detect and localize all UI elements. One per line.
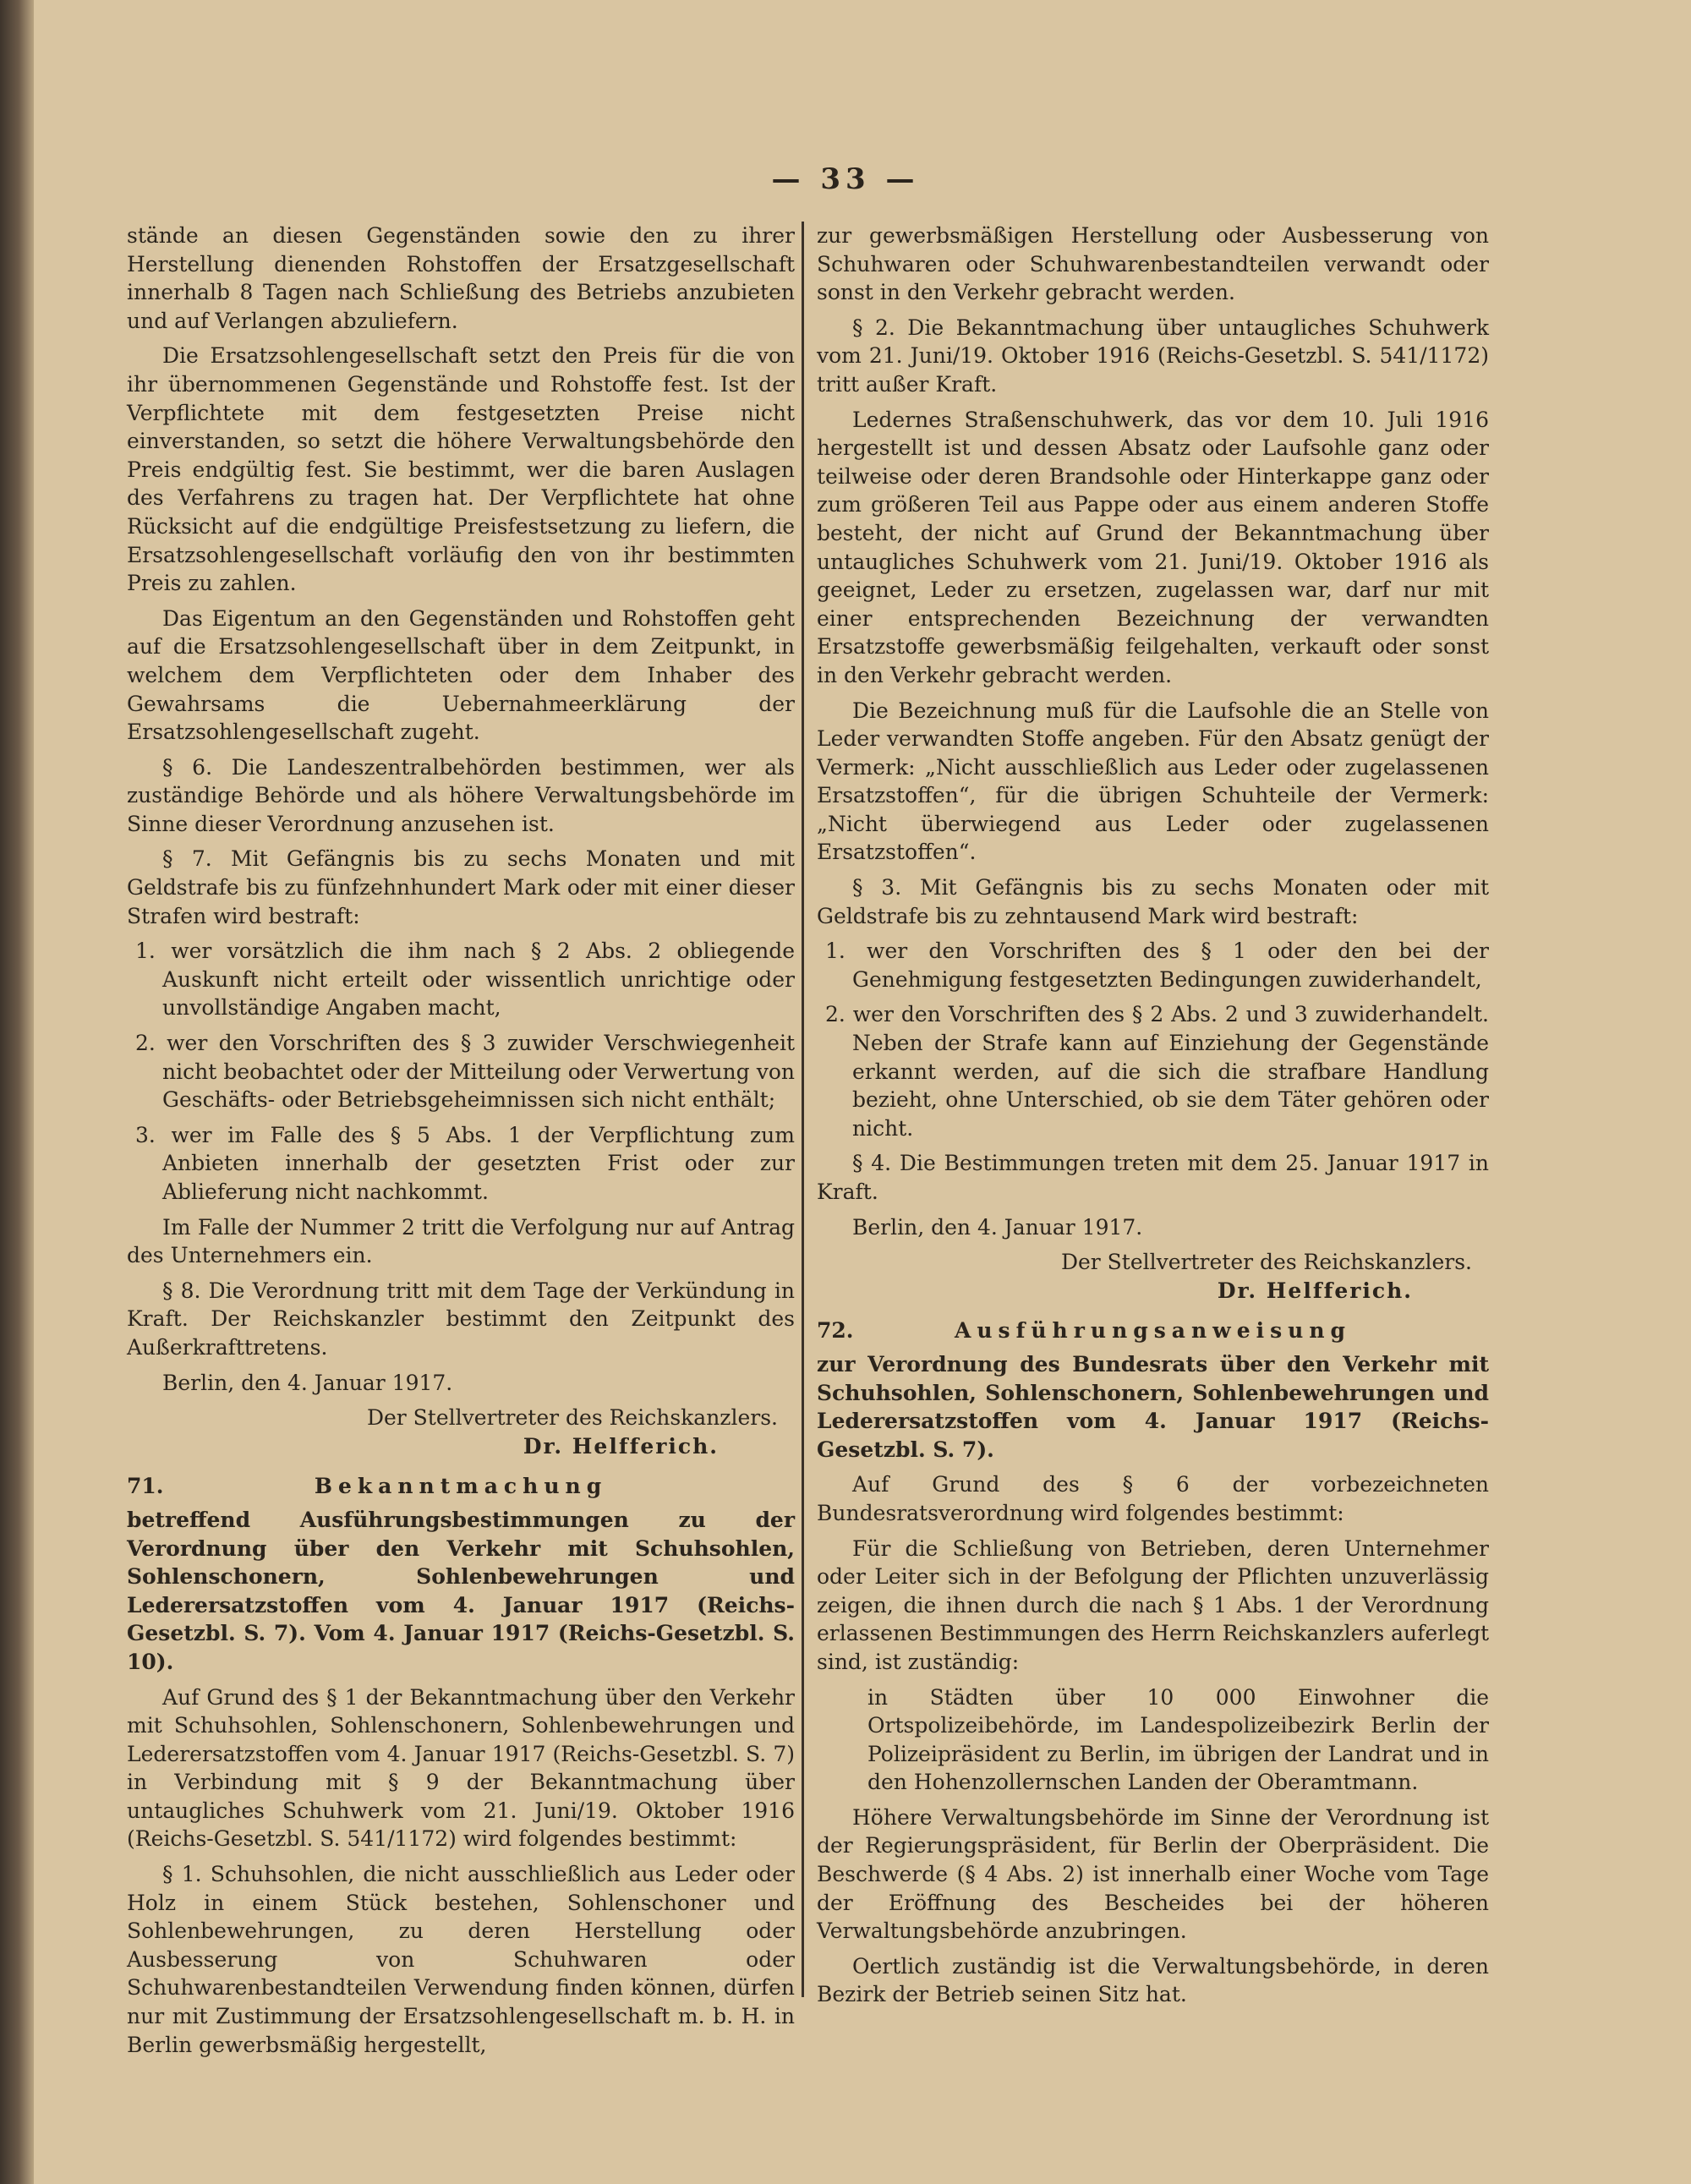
section-title: Ausführungsanweisung — [954, 1318, 1352, 1344]
paragraph-section-3: § 3. Mit Gefängnis bis zu sechs Monaten oder mit Geldstrafe bis zu zehntausend Mark wird bestraft: — [817, 875, 1489, 928]
section-heading — [127, 1472, 795, 1501]
signature-name: Dr. Helfferich. — [1217, 1278, 1413, 1303]
paragraph-section-1: § 1. Schuhsohlen, die nicht ausschließlich aus Leder oder Holz in einem Stück bestehen, Sohlenschoner und Sohlenbewehrungen, zu deren Herstellung oder Ausbesserung von Schuhwaren oder Schuhwarenbestandteilen Verwendung finden können, dürfen nur mit Zustimmung der Ersatzsohlengesellschaft m. b. H. in Berlin gewerbsmäßig hergestellt, — [127, 1862, 795, 2057]
place-date: Berlin, den 4. Januar 1917. — [162, 1370, 453, 1395]
list-item: 1. wer vorsätzlich die ihm nach § 2 Abs. 2 obliegende Auskunft nicht erteilt oder wissentlich unrichtige oder unvollständige Angaben macht, — [135, 939, 795, 1021]
paragraph: Die Bezeichnung muß für die Laufsohle die an Stelle von Leder verwandten Stoffe angeben. Für den Absatz genügt der Vermerk: „Nicht ausschließlich aus Leder oder zugelassenen Ersatzstoffen“, für die übrigen Schuhteile der Vermerk: „Nicht überwiegend aus Leder oder zugelassenen Ersatzstoffen“. — [817, 698, 1489, 865]
section-number: 72. — [817, 1318, 854, 1344]
paragraph-indented: in Städten über 10 000 Einwohner die Ortspolizeibehörde, im Landespolizeibezirk Berlin der Polizeipräsident zu Berlin, im übrigen der Landrat und in den Hohenzollernschen Landen der Oberamtmann. — [867, 1684, 1489, 1795]
section-heading — [817, 1316, 1489, 1345]
paragraph: zur gewerbsmäßigen Herstellung oder Ausbesserung von Schuhwaren oder Schuhwarenbestandteilen verwandt oder sonst in den Verkehr gebracht werden. — [817, 223, 1489, 305]
paragraph: Für die Schließung von Betrieben, deren Unternehmer oder Leiter sich in der Befolgung der Pflichten unzuverlässig zeigen, die ihnen durch die nach § 1 Abs. 1 der Verordnung erlassenen Bestimmungen des Herrn Reichskanzlers auferlegt sind, ist zuständig: — [817, 1535, 1489, 1674]
section-subtitle: betreffend Ausführungsbestimmungen zu der Verordnung über den Verkehr mit Schuhsohlen, Sohlenschonern, Sohlenbewehrungen und Lederersatzstoffen vom 4. Januar 1917 (Reichs-Gesetzbl. S. 7). Vom 4. Januar 1917 (Reichs-Gesetzbl. S. 10). — [127, 1507, 795, 1674]
paragraph: Das Eigentum an den Gegenständen und Rohstoffen geht auf die Ersatzsohlengesellschaft über in dem Zeitpunkt, in welchem dem Verpflichteten oder dem Inhaber des Gewahrsams die Uebernahmeerklärung der Ersatzsohlengesellschaft zugeht. — [127, 605, 795, 745]
paragraph: Höhere Verwaltungsbehörde im Sinne der Verordnung ist der Regierungspräsident, für Berlin der Oberpräsident. Die Beschwerde (§ 4 Abs. 2) ist innerhalb einer Woche vom Tage der Eröffnung des Bescheides bei der höheren Verwaltungsbehörde anzubringen. — [817, 1804, 1489, 1944]
paragraph-section-4: § 4. Die Bestimmungen treten mit dem 25. Januar 1917 in Kraft. — [817, 1151, 1489, 1204]
section-subtitle: zur Verordnung des Bundesrats über den Verkehr mit Schuhsohlen, Sohlenschonern, Sohlenbewehrungen und Lederersatzstoffen vom 4. Januar 1917 (Reichs-Gesetzbl. S. 7). — [817, 1351, 1489, 1462]
paragraph: Die Ersatzsohlengesellschaft setzt den Preis für die von ihr übernommenen Gegenstände und Rohstoffe fest. Ist der Verpflichtete mit dem festgesetzten Preise nicht einverstanden, so setzt die höhere Verwaltungsbehörde den Preis endgültig fest. Sie bestimmt, wer die baren Auslagen des Verfahrens zu tragen hat. Der Verpflichtete hat ohne Rücksicht auf die endgültige Preisfestsetzung zu liefern, die Ersatzsohlengesellschaft vorläufig den von ihr bestimmten Preis zu zahlen. — [127, 343, 795, 596]
left-column — [127, 222, 795, 2057]
list-item: 3. wer im Falle des § 5 Abs. 1 der Verpflichtung zum Anbieten innerhalb der gesetzten Frist oder zur Ablieferung nicht nachkommt. — [135, 1122, 795, 1204]
signature-title: Der Stellvertreter des Reichskanzlers. — [1060, 1250, 1472, 1275]
paragraph: stände an diesen Gegenständen sowie den zu ihrer Herstellung dienenden Rohstoffen der Ersatzgesellschaft innerhalb 8 Tagen nach Schließung des Betriebs anzubieten und auf Verlangen abzuliefern. — [127, 223, 795, 333]
place-date: Berlin, den 4. Januar 1917. — [852, 1214, 1143, 1240]
page-binding-edge — [0, 0, 34, 2184]
list-item: 1. wer den Vorschriften des § 1 oder den bei der Genehmigung festgesetzten Bedingungen zuwiderhandelt, — [825, 939, 1489, 992]
page-number: — 33 — — [771, 162, 920, 196]
paragraph: Auf Grund des § 6 der vorbezeichneten Bundesratsverordnung wird folgendes bestimmt: — [817, 1472, 1489, 1525]
column-divider — [802, 222, 804, 1997]
paragraph: Ledernes Straßenschuhwerk, das vor dem 10. Juli 1916 hergestellt ist und dessen Absatz oder Laufsohle ganz oder teilweise oder deren Brandsohle oder Hinterkappe ganz oder zum größeren Teil aus Pappe oder aus einem anderen Stoffe besteht, der nicht auf Grund der Bekanntmachung über untaugliches Schuhwerk vom 21. Juni/19. Oktober 1916 als geeignet, Leder zu ersetzen, zugelassen war, darf nur mit einer entsprechenden Bezeichnung der verwandten Ersatzstoffe gewerbsmäßig feilgehalten, verkauft oder sonst in den Verkehr gebracht werden. — [817, 407, 1489, 687]
paragraph: Auf Grund des § 1 der Bekanntmachung über den Verkehr mit Schuhsohlen, Sohlenschonern, Sohlenbewehrungen und Lederersatzstoffen vom 4. Januar 1917 (Reichs-Gesetzbl. S. 7) in Verbindung mit § 9 der Bekanntmachung über untaugliches Schuhwerk vom 21. Juni/19. Oktober 1916 (Reichs-Gesetzbl. S. 541/1172) wird folgendes bestimmt: — [127, 1684, 795, 1852]
signature-name: Dr. Helfferich. — [523, 1433, 719, 1459]
list-item: 2. wer den Vorschriften des § 2 Abs. 2 und 3 zuwiderhandelt. Neben der Strafe kann auf Einziehung der Gegenstände erkannt werden, auf die sich die strafbare Handlung bezieht, ohne Unterschied, ob sie dem Täter gehören oder nicht. — [825, 1002, 1489, 1141]
section-title: Bekanntmachung — [314, 1474, 608, 1499]
paragraph-section-2: § 2. Die Bekanntmachung über untaugliches Schuhwerk vom 21. Juni/19. Oktober 1916 (Reichs-Gesetzbl. S. 541/1172) tritt außer Kraft. — [817, 315, 1489, 397]
paragraph: Im Falle der Nummer 2 tritt die Verfolgung nur auf Antrag des Unternehmers ein. — [127, 1214, 795, 1268]
paragraph-section-6: § 6. Die Landeszentralbehörden bestimmen, wer als zuständige Behörde und als höhere Verwaltungsbehörde im Sinne dieser Verordnung anzusehen ist. — [127, 754, 795, 836]
list-item: 2. wer den Vorschriften des § 3 zuwider Verschwiegenheit nicht beobachtet oder der Mitteilung oder Verwertung von Geschäfts- oder Betriebsgeheimnissen sich nicht enthält; — [135, 1031, 795, 1113]
paragraph: Oertlich zuständig ist die Verwaltungsbehörde, in deren Bezirk der Betrieb seinen Sitz hat. — [817, 1953, 1489, 2007]
paragraph-section-7: § 7. Mit Gefängnis bis zu sechs Monaten und mit Geldstrafe bis zu fünfzehnhundert Mark oder mit einer dieser Strafen wird bestraft: — [127, 846, 795, 928]
paragraph-section-8: § 8. Die Verordnung tritt mit dem Tage der Verkündung in Kraft. Der Reichskanzler bestimmt den Zeitpunkt des Außerkrafttretens. — [127, 1278, 795, 1360]
section-number: 71. — [127, 1474, 164, 1499]
right-column — [817, 222, 1489, 2007]
signature-title: Der Stellvertreter des Reichskanzlers. — [366, 1405, 778, 1431]
